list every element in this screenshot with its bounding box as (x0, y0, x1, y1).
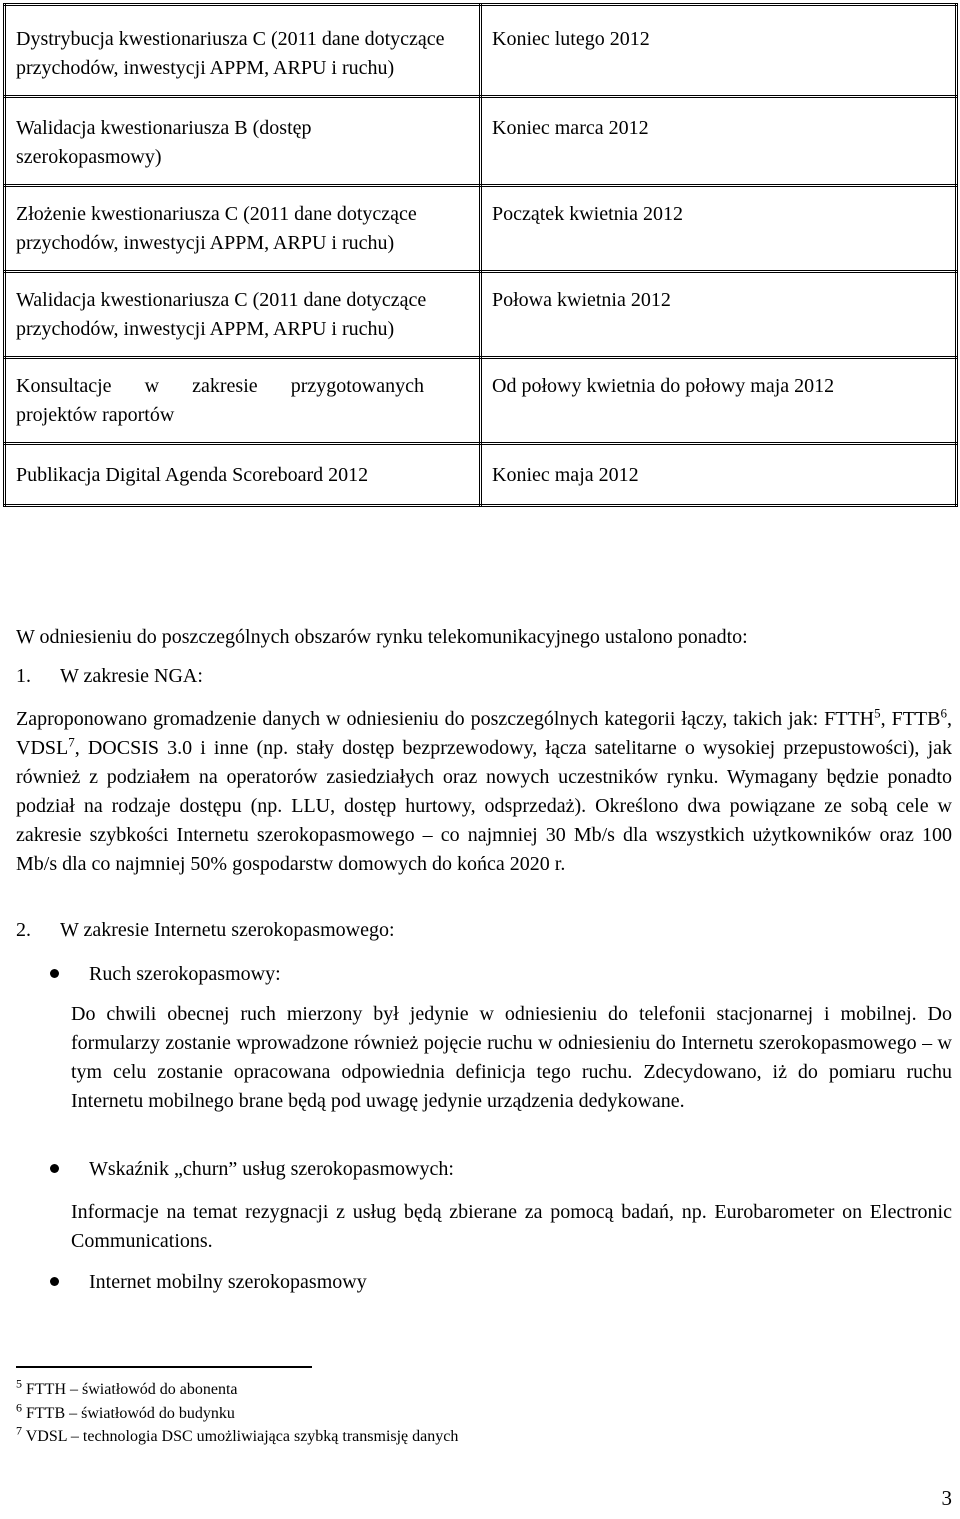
item-number: 1. (16, 665, 31, 687)
table-row (5, 272, 957, 358)
activity-text: Walidacja kwestionariusza C (2011 dane dotyczące przychodów, inwestycji APPM, ARPU i ruchu) (16, 289, 427, 340)
activity-cell (5, 358, 481, 444)
footnote-ref[interactable]: 5 (874, 705, 881, 721)
table-row (5, 444, 957, 506)
bullet-item (50, 960, 950, 989)
paragraph-text: , FTTB (880, 708, 941, 730)
deadline-cell: Koniec lutego 2012 (481, 5, 957, 97)
footnote-number: 7 (16, 1423, 22, 1438)
bullet-paragraph: Informacje na temat rezygnacji z usług będą zbierane za pomocą badań, np. Eurobarometer on Electronic Communications. (71, 1201, 952, 1252)
footnote-text: VDSL – technologia DSC umożliwiająca szybką transmisję danych (25, 1428, 459, 1445)
bullet-item (50, 1268, 950, 1297)
page-number: 3 (941, 1486, 952, 1510)
bullet-icon (50, 1277, 59, 1286)
activity-text: Konsultacje w zakresie przygotowanych projektów raportów (16, 375, 424, 426)
activity-cell: Publikacja Digital Agenda Scoreboard 2012 (5, 444, 481, 506)
footnotes (16, 1378, 458, 1449)
deadline-cell: Od połowy kwietnia do połowy maja 2012 (481, 358, 957, 444)
activity-text: Dystrybucja kwestionariusza C (2011 dane dotyczące przychodów, inwestycji APPM, ARPU i ruchu) (16, 28, 445, 79)
paragraph-text: , DOCSIS 3.0 i inne (np. stały dostęp bezprzewodowy, łącza satelitarne o wysokiej przepustowości), jak również z podziałem na operatorów zasiedziałych oraz nowych uczestników rynku. Wymagany będzie ponadto podział na rodzaje dostępu (np. LLU, dostęp hurtowy, odsprzedaż). Określono dwa powiązane ze sobą cele w zakresie szybkości Internetu szerokopasmowego – co najmniej 30 Mb/s dla wszystkich użytkowników oraz 100 Mb/s dla co najmniej 50% gospodarstw domowych do końca 2020 r. (16, 737, 952, 875)
bullet-icon (50, 969, 59, 978)
footnote (16, 1378, 458, 1402)
activity-cell (5, 272, 481, 358)
table-row (5, 186, 957, 272)
table-row (5, 358, 957, 444)
activity-cell (5, 186, 481, 272)
schedule-table (3, 3, 958, 507)
table-row (5, 97, 957, 186)
footnote-ref[interactable]: 7 (68, 734, 75, 750)
footnote-text: FTTH – światłowód do abonenta (26, 1381, 238, 1398)
deadline-cell: Początek kwietnia 2012 (481, 186, 957, 272)
footnote-separator (16, 1366, 312, 1368)
footnote (16, 1425, 458, 1449)
footnote-number: 5 (16, 1376, 22, 1391)
deadline-cell: Koniec marca 2012 (481, 97, 957, 186)
activity-text: Złożenie kwestionariusza C (2011 dane dotyczące przychodów, inwestycji APPM, ARPU i ruchu) (16, 203, 417, 254)
bullet-label: Ruch szerokopasmowy: (89, 963, 281, 985)
bullet-label: Wskaźnik „churn” usług szerokopasmowych: (89, 1158, 454, 1180)
table-row (5, 5, 957, 97)
intro-text: W odniesieniu do poszczególnych obszarów rynku telekomunikacyjnego ustalono ponadto: (16, 626, 748, 648)
bullet-icon (50, 1164, 59, 1173)
nga-paragraph (16, 705, 952, 879)
bullet-paragraph: Do chwili obecnej ruch mierzony był jedynie w odniesieniu do telefonii stacjonarnej i mobilnej. Do formularzy zostanie wprowadzone również pojęcie ruchu w odniesieniu do Internetu szerokopasmowego – w tym celu zostanie opracowana odpowiednia definicja tego ruchu. Zdecydowano, iż do pomiaru ruchu Internetu mobilnego brane będą pod uwagę jedynie urządzenia dedykowane. (71, 1003, 952, 1112)
paragraph-text: , VDSL (16, 708, 952, 759)
activity-cell (5, 97, 481, 186)
section-heading-broadband (16, 916, 952, 945)
item-title: W zakresie NGA: (60, 665, 203, 687)
bullet-label: Internet mobilny szerokopasmowy (89, 1271, 367, 1293)
footnote-ref[interactable]: 6 (940, 705, 947, 721)
item-number: 2. (16, 919, 31, 941)
activity-text: Walidacja kwestionariusza B (dostęp szerokopasmowy) (16, 117, 312, 168)
deadline-cell: Połowa kwietnia 2012 (481, 272, 957, 358)
deadline-cell: Koniec maja 2012 (481, 444, 957, 506)
footnote (16, 1402, 458, 1426)
section-heading-nga (16, 662, 952, 691)
paragraph-text: Zaproponowano gromadzenie danych w odniesieniu do poszczególnych kategorii łączy, takich jak: FTTH (16, 708, 875, 730)
bullet-item (50, 1155, 950, 1184)
footnote-text: FTTB – światłowód do budynku (26, 1404, 235, 1422)
activity-cell (5, 5, 481, 97)
item-title: W zakresie Internetu szerokopasmowego: (60, 919, 395, 941)
footnote-number: 6 (16, 1400, 22, 1415)
